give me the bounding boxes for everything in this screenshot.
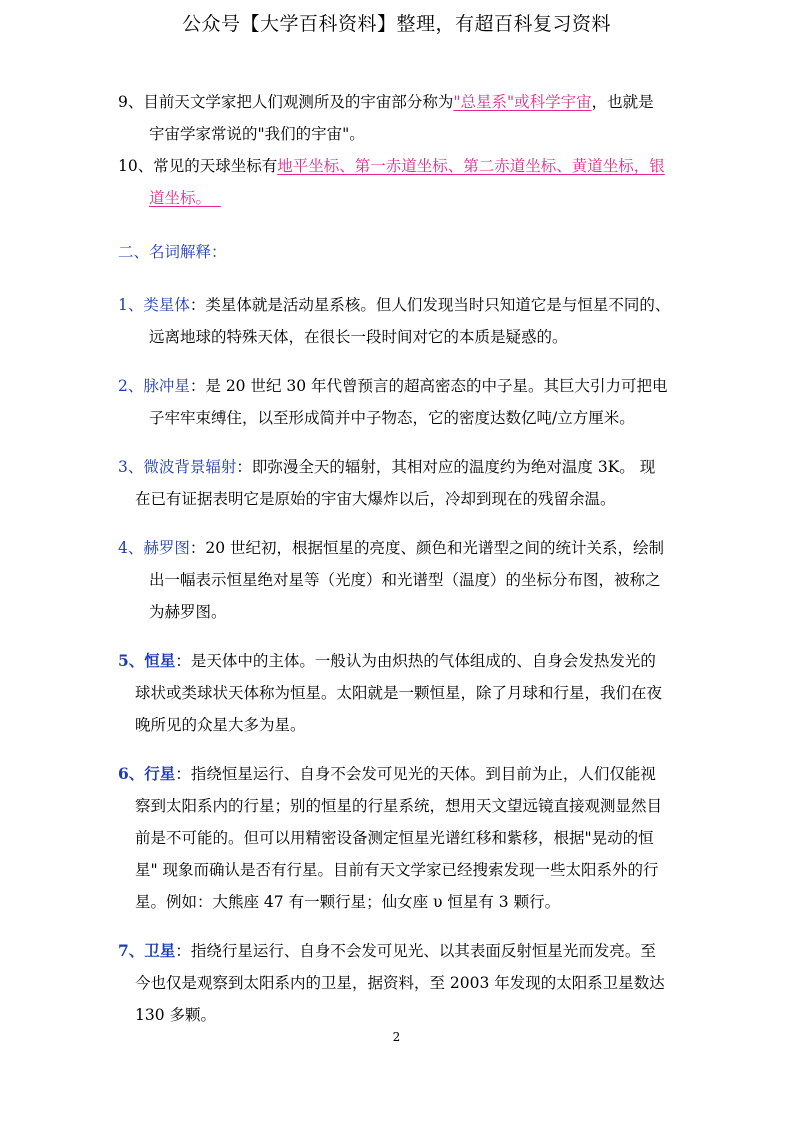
term-name: 卫星 (144, 941, 176, 960)
term-definition-line: 子牢牢束缚住，以至形成简并中子物态，它的密度达数亿吨/立方厘米。 (149, 409, 635, 427)
answer-text: 道坐标。 (149, 189, 212, 207)
term-item-6 (118, 758, 680, 918)
term-definition: ：即弥漫全天的辐射，其相对应的温度约为绝对温度 3K。 现 (236, 458, 656, 476)
fill-item-9 (118, 86, 680, 150)
term-definition-line: 前是不可能的。但可以用精密设备测定恒星光谱红移和紫移，根据"晃动的恒 (135, 829, 654, 847)
term-number: 1、 (118, 296, 144, 314)
term-definition-line: 今也仅是观察到太阳系内的卫星，据资料，至 2003 年发现的太阳系卫星数达 (135, 974, 665, 992)
term-name: 微波背景辐射 (143, 458, 237, 476)
term-definition-line: 球状或类球状天体称为恒星。太阳就是一颗恒星，除了月球和行星，我们在夜 (135, 684, 663, 702)
term-item-1 (118, 289, 680, 353)
document-body (118, 86, 680, 1031)
term-name: 类星体 (143, 296, 190, 314)
item-number: 9、 (118, 93, 144, 111)
term-definition: ：20 世纪初，根据恒星的亮度、颜色和光谱型之间的统计关系，绘制 (189, 539, 665, 557)
term-definition-line: 为赫罗图。 (149, 603, 227, 621)
term-definition: ：指绕行星运行、自身不会发可见光、以其表面反射恒星光而发亮。至 (175, 942, 656, 960)
term-definition-line: 晚所见的众星大多为星。 (135, 716, 306, 734)
term-definition: ：是天体中的主体。一般认为由炽热的气体组成的、自身会发热发光的 (175, 652, 656, 670)
term-number: 4、 (118, 539, 144, 557)
term-number: 6、 (118, 764, 145, 783)
item-number: 10、 (118, 157, 154, 175)
page-header: 公众号【大学百科资料】整理，有超百科复习资料 (181, 13, 611, 35)
term-definition-line: 星" 现象而确认是否有行星。目前有天文学家已经搜索发现一些太阳系外的行 (135, 861, 659, 879)
item-text: 常见的天球坐标有 (153, 157, 278, 175)
term-name: 赫罗图 (143, 539, 190, 557)
section-title: 二、名词解释： (118, 243, 227, 261)
term-item-2 (118, 370, 680, 434)
term-definition-line: 130 多颗。 (135, 1006, 217, 1024)
term-definition-line: 星。例如：大熊座 47 有一颗行星；仙女座 υ 恒星有 3 颗行。 (135, 893, 561, 911)
term-name: 恒星 (144, 651, 176, 670)
term-name: 脉冲星 (143, 377, 190, 395)
term-number: 5、 (118, 651, 145, 670)
term-name: 行星 (144, 764, 176, 783)
item-continuation: 宇宙学家常说的"我们的宇宙"。 (149, 125, 365, 143)
term-definition-line: 出一幅表示恒星绝对星等（光度）和光谱型（温度）的坐标分布图，被称之 (149, 571, 661, 589)
term-number: 2、 (118, 377, 144, 395)
term-item-3 (118, 451, 680, 515)
item-text: ，也就是 (591, 93, 654, 111)
item-text: 目前天文学家把人们观测所及的宇宙部分称为 (143, 93, 454, 111)
term-definition: ：是 20 世纪 30 年代曾预言的超高密态的中子星。其巨大引力可把电 (189, 377, 668, 395)
term-item-7 (118, 935, 680, 1031)
term-definition: ：指绕恒星运行、自身不会发可见光的天体。到目前为止，人们仅能视 (175, 765, 656, 783)
term-item-4 (118, 532, 680, 628)
term-definition-line: 察到太阳系内的行星；别的恒星的行星系统，想用天文望远镜直接观测显然目 (135, 797, 663, 815)
term-definition: ：类星体就是活动星系核。但人们发现当时只知道它是与恒星不同的、 (189, 296, 671, 314)
term-item-5 (118, 645, 680, 741)
fill-item-10 (118, 150, 680, 214)
answer-text: "总星系"或科学宇宙 (453, 93, 592, 111)
answer-text: 地平坐标、第一赤道坐标、第二赤道坐标、黄道坐标，银 (277, 157, 665, 175)
page-number: 2 (392, 1030, 401, 1044)
term-number: 3、 (118, 458, 144, 476)
term-definition-line: 在已有证据表明它是原始的宇宙大爆炸以后，冷却到现在的残留余温。 (135, 490, 616, 508)
term-number: 7、 (118, 941, 145, 960)
term-definition-line: 远离地球的特殊天体，在很长一段时间对它的本质是疑惑的。 (149, 328, 568, 346)
